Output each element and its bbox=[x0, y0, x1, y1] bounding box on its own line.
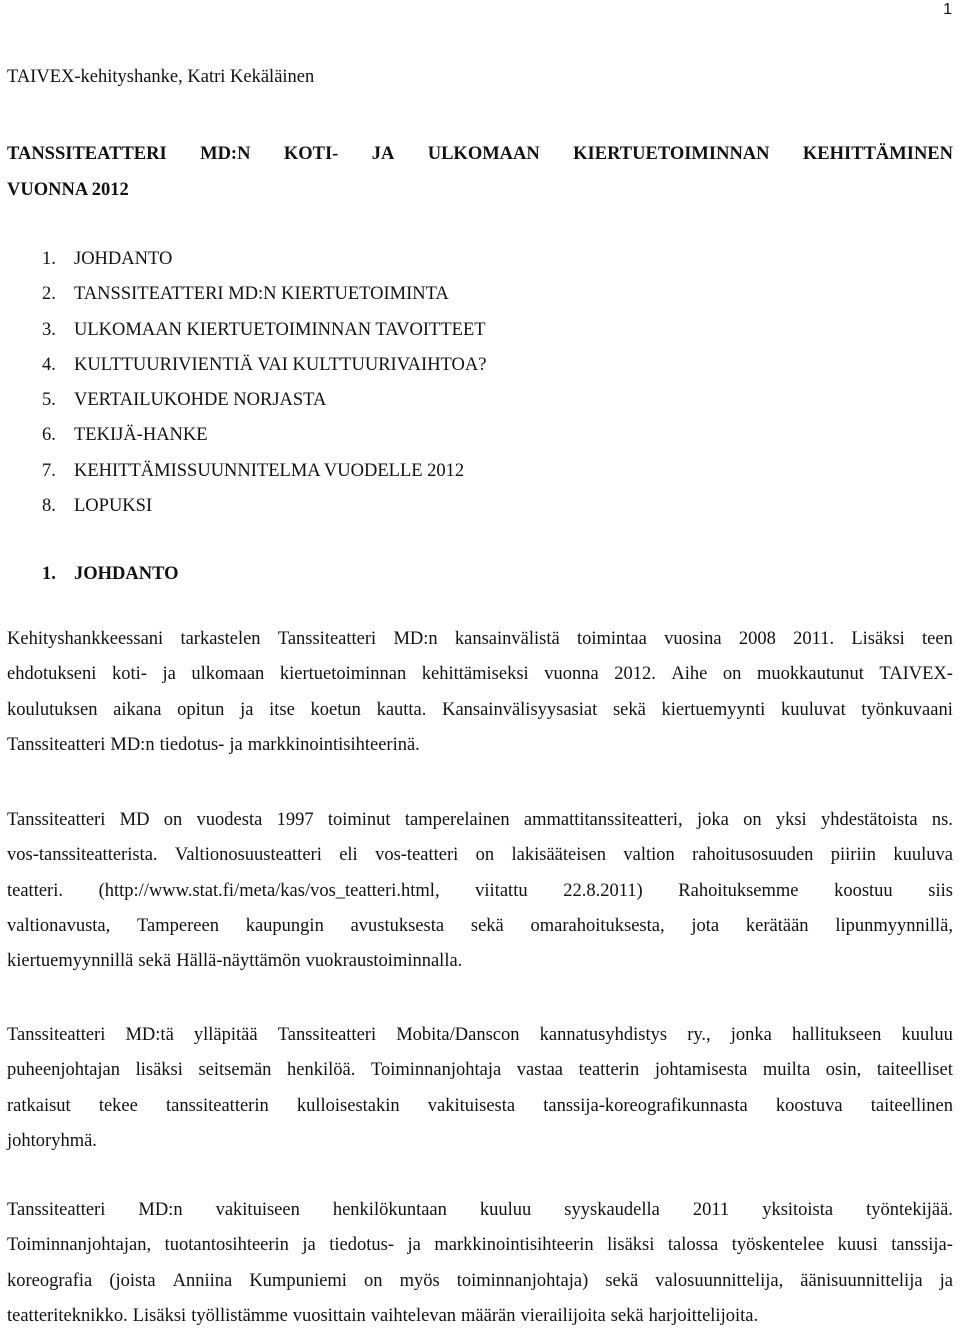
text-line: koreografia (joista Anniina Kumpuniemi on myös toiminnanjohtaja) sekä valosuunnittelija, äänisuunnittelija ja bbox=[7, 1270, 953, 1291]
text-line: Kehityshankkeessani tarkastelen Tanssiteatteri MD:n kansainvälistä toimintaa vuosina 2008 2011. Lisäksi teen bbox=[7, 629, 953, 649]
page-number: 1 bbox=[943, 1, 952, 18]
section-heading: 1. JOHDANTO bbox=[42, 564, 179, 584]
text-line: puheenjohtajan lisäksi seitsemän henkilöä. Toiminnanjohtaja vastaa teatterin johtamisesta muilta osin, taiteelliset bbox=[7, 1060, 953, 1081]
text-line: ratkaisut tekee tanssiteatterin kulloisestakin vakituisesta tanssija-koreografikunnasta koostuva taiteellinen bbox=[7, 1095, 953, 1116]
text-line: valtionavusta, Tampereen kaupungin avustuksesta sekä omarahoituksesta, jota kerätään lipunmyynnillä, bbox=[7, 915, 953, 936]
author-line: TAIVEX-kehityshanke, Katri Kekäläinen bbox=[7, 67, 315, 87]
title-line-1 bbox=[7, 136, 953, 172]
title-word: TANSSITEATTERI bbox=[7, 144, 167, 164]
toc-item: 8. LOPUKSI bbox=[42, 496, 153, 517]
title-word: JA bbox=[371, 144, 395, 164]
toc-item: 4. KULTTUURIVIENTIÄ VAI KULTTUURIVAIHTOA? bbox=[42, 354, 487, 375]
toc-item: 1. JOHDANTO bbox=[42, 249, 173, 269]
document-title bbox=[7, 136, 953, 208]
title-word: KIERTUETOIMINNAN bbox=[573, 144, 770, 164]
title-word: MD:N bbox=[200, 144, 251, 164]
title-word: KOTI- bbox=[283, 144, 339, 164]
table-of-contents bbox=[42, 242, 486, 524]
text-line: ehdotukseni koti- ja ulkomaan kiertuetoiminnan kehittämiseksi vuonna 2012. Aihe on muokkautunut TAIVEX- bbox=[7, 664, 953, 685]
paragraph-3 bbox=[7, 1018, 953, 1159]
paragraph-2 bbox=[7, 803, 953, 979]
text-line: koulutuksen aikana opitun ja itse koetun kautta. Kansainvälisyysasiat sekä kiertuemyynti kuuluvat työnkuvaani bbox=[7, 699, 953, 720]
text-line: Tanssiteatteri MD on vuodesta 1997 toiminut tamperelainen ammattitanssiteatteri, joka on yksi yhdestätoista ns. bbox=[7, 810, 953, 830]
text-line: Tanssiteatteri MD:n tiedotus- ja markkinointisihteerinä. bbox=[7, 734, 420, 755]
toc-item: 3. ULKOMAAN KIERTUETOIMINNAN TAVOITTEET bbox=[42, 319, 486, 340]
text-line: vos-tanssiteatterista. Valtionosuusteatteri eli vos-teatteri on lakisääteisen valtion rahoitusosuuden piiriin kuuluva bbox=[7, 845, 953, 866]
paragraph-4 bbox=[7, 1193, 953, 1334]
title-word: KEHITTÄMINEN bbox=[802, 144, 953, 164]
text-line: teatteri. (http://www.stat.fi/meta/kas/vos_teatteri.html, viitattu 22.8.2011) Rahoituksemme koostuu siis bbox=[7, 880, 953, 901]
text-line: kiertuemyynnillä sekä Hällä-näyttämön vuokraustoiminnalla. bbox=[7, 951, 463, 972]
toc-item: 2. TANSSITEATTERI MD:N KIERTUETOIMINTA bbox=[42, 284, 449, 305]
toc-item: 7. KEHITTÄMISSUUNNITELMA VUODELLE 2012 bbox=[42, 460, 465, 481]
toc-item: 6. TEKIJÄ-HANKE bbox=[42, 425, 208, 446]
title-line-2: VUONNA 2012 bbox=[7, 180, 129, 200]
toc-item: 5. VERTAILUKOHDE NORJASTA bbox=[42, 390, 327, 411]
text-line: johtoryhmä. bbox=[7, 1130, 97, 1151]
text-line: teatteriteknikko. Lisäksi työllistämme vuosittain vaihtelevan määrän vierailijoita sekä harjoittelijoita. bbox=[7, 1305, 759, 1326]
paragraph-1 bbox=[7, 622, 953, 763]
text-line: Tanssiteatteri MD:tä ylläpitää Tanssiteatteri Mobita/Danscon kannatusyhdistys ry., jonka hallitukseen kuuluu bbox=[7, 1025, 953, 1045]
title-word: ULKOMAAN bbox=[427, 144, 540, 164]
text-line: Tanssiteatteri MD:n vakituiseen henkilökuntaan kuuluu syyskaudella 2011 yksitoista työntekijää. bbox=[7, 1200, 953, 1220]
text-line: Toiminnanjohtajan, tuotantosihteerin ja tiedotus- ja markkinointisihteerin lisäksi talossa työskentelee kuusi tanssija- bbox=[7, 1235, 953, 1256]
